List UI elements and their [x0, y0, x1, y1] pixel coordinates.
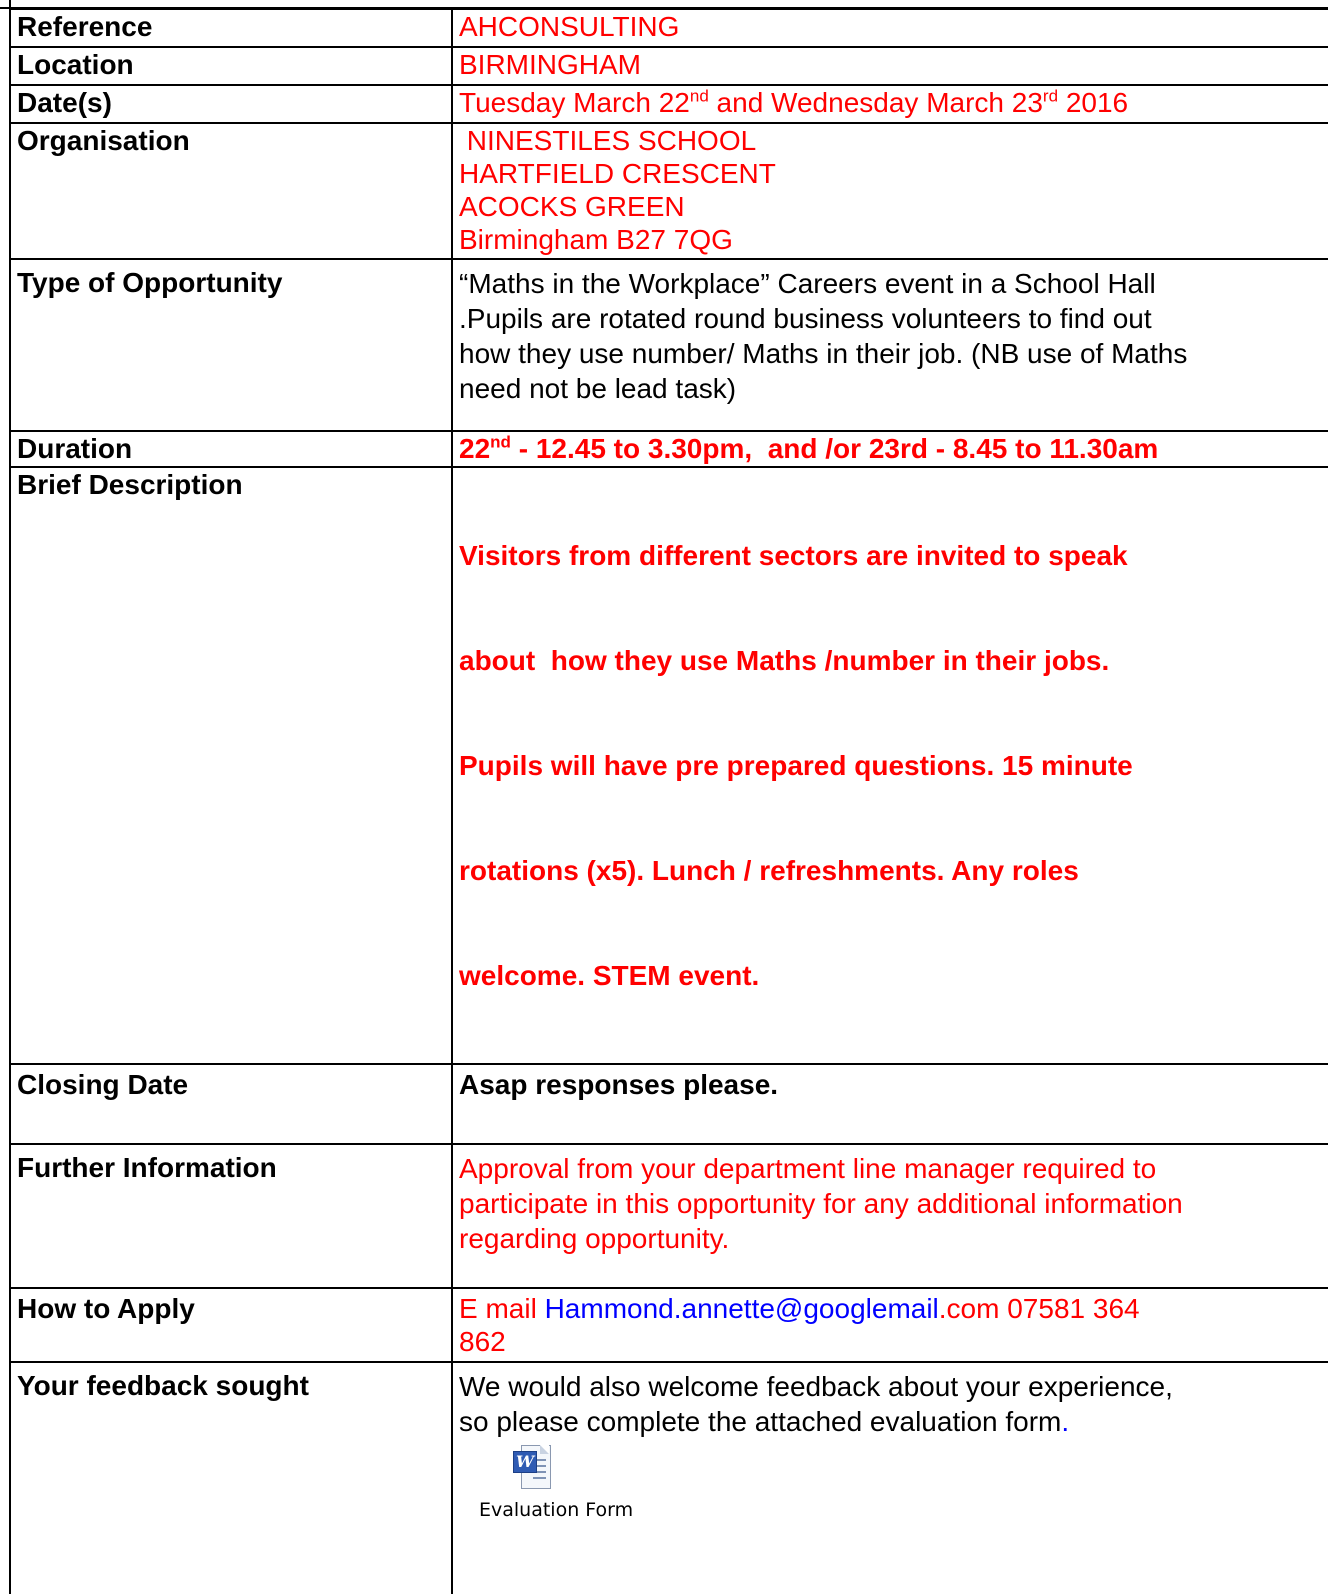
word-document-icon[interactable]: W	[513, 1445, 555, 1491]
row-dates	[10, 85, 1328, 123]
further-line: regarding opportunity.	[459, 1223, 730, 1254]
further-label: Further Information	[10, 1144, 452, 1288]
dates-label: Date(s)	[10, 85, 452, 123]
feedback-line: We would also welcome feedback about your experience,	[459, 1371, 1173, 1402]
duration-sup1: nd	[490, 432, 511, 452]
description-line: Visitors from different sectors are invited to speak	[459, 540, 1128, 571]
row-type-of-opportunity	[10, 259, 1328, 431]
duration-part1: 22	[459, 433, 491, 464]
description-line: rotations (x5). Lunch / refreshments. Any roles	[459, 855, 1079, 886]
row-reference	[10, 9, 1328, 47]
row-location	[10, 47, 1328, 85]
organisation-line: Birmingham B27 7QG	[459, 224, 733, 255]
organisation-label: Organisation	[10, 123, 452, 259]
organisation-line: HARTFIELD CRESCENT	[459, 158, 776, 189]
duration-label: Duration	[10, 431, 452, 467]
type-line: how they use number/ Maths in their job. (NB use of Maths	[459, 338, 1188, 369]
organisation-value	[452, 123, 1328, 259]
left-border-extension	[9, 0, 11, 8]
apply-phone-line2: 862	[459, 1326, 506, 1357]
dates-part2: and Wednesday March 23	[708, 87, 1043, 118]
description-line: welcome. STEM event.	[459, 960, 760, 991]
row-brief-description	[10, 467, 1328, 1064]
row-closing-date	[10, 1064, 1328, 1144]
dates-sup1: nd	[689, 86, 709, 106]
closing-label: Closing Date	[10, 1064, 452, 1144]
dates-sup2: rd	[1042, 86, 1059, 106]
closing-value: Asap responses please.	[452, 1064, 1328, 1144]
type-value	[452, 259, 1328, 431]
organisation-line: ACOCKS GREEN	[459, 191, 685, 222]
duration-value	[452, 431, 1328, 467]
evaluation-form-attachment-label[interactable]: Evaluation Form	[479, 1499, 634, 1521]
type-line: “Maths in the Workplace” Careers event in a School Hall	[459, 268, 1156, 299]
opportunity-table	[9, 8, 1328, 1594]
dates-part1: Tuesday March 22	[459, 87, 690, 118]
type-line: .Pupils are rotated round business volunteers to find out	[459, 303, 1152, 334]
row-duration	[10, 431, 1328, 467]
location-value: BIRMINGHAM	[452, 47, 1328, 85]
description-line: Pupils will have pre prepared questions. 15 minute	[459, 750, 1133, 781]
description-value	[452, 467, 1328, 1064]
further-line: participate in this opportunity for any additional information	[459, 1188, 1183, 1219]
row-feedback	[10, 1362, 1328, 1594]
row-organisation	[10, 123, 1328, 259]
reference-label: Reference	[10, 9, 452, 47]
reference-value: AHCONSULTING	[452, 9, 1328, 47]
feedback-value	[452, 1362, 1328, 1594]
feedback-label: Your feedback sought	[10, 1362, 452, 1594]
row-how-to-apply	[10, 1288, 1328, 1362]
description-line: about how they use Maths /number in their jobs.	[459, 645, 1110, 676]
type-label: Type of Opportunity	[10, 259, 452, 431]
feedback-period: .	[1061, 1406, 1070, 1437]
organisation-line: NINESTILES SCHOOL	[459, 125, 757, 156]
further-line: Approval from your department line manager required to	[459, 1153, 1157, 1184]
apply-value	[452, 1288, 1328, 1362]
dates-value	[452, 85, 1328, 123]
apply-suffix: .com 07581 364	[938, 1293, 1140, 1324]
type-line: need not be lead task)	[459, 373, 737, 404]
apply-label: How to Apply	[10, 1288, 452, 1362]
dates-part3: 2016	[1058, 87, 1129, 118]
apply-prefix: E mail	[459, 1293, 545, 1324]
duration-part2: - 12.45 to 3.30pm, and /or 23rd - 8.45 to 11.30am	[510, 433, 1159, 464]
description-label: Brief Description	[10, 467, 452, 1064]
location-label: Location	[10, 47, 452, 85]
feedback-line: so please complete the attached evaluation form	[459, 1406, 1062, 1437]
email-link[interactable]: Hammond.annette@googlemail	[544, 1293, 939, 1324]
